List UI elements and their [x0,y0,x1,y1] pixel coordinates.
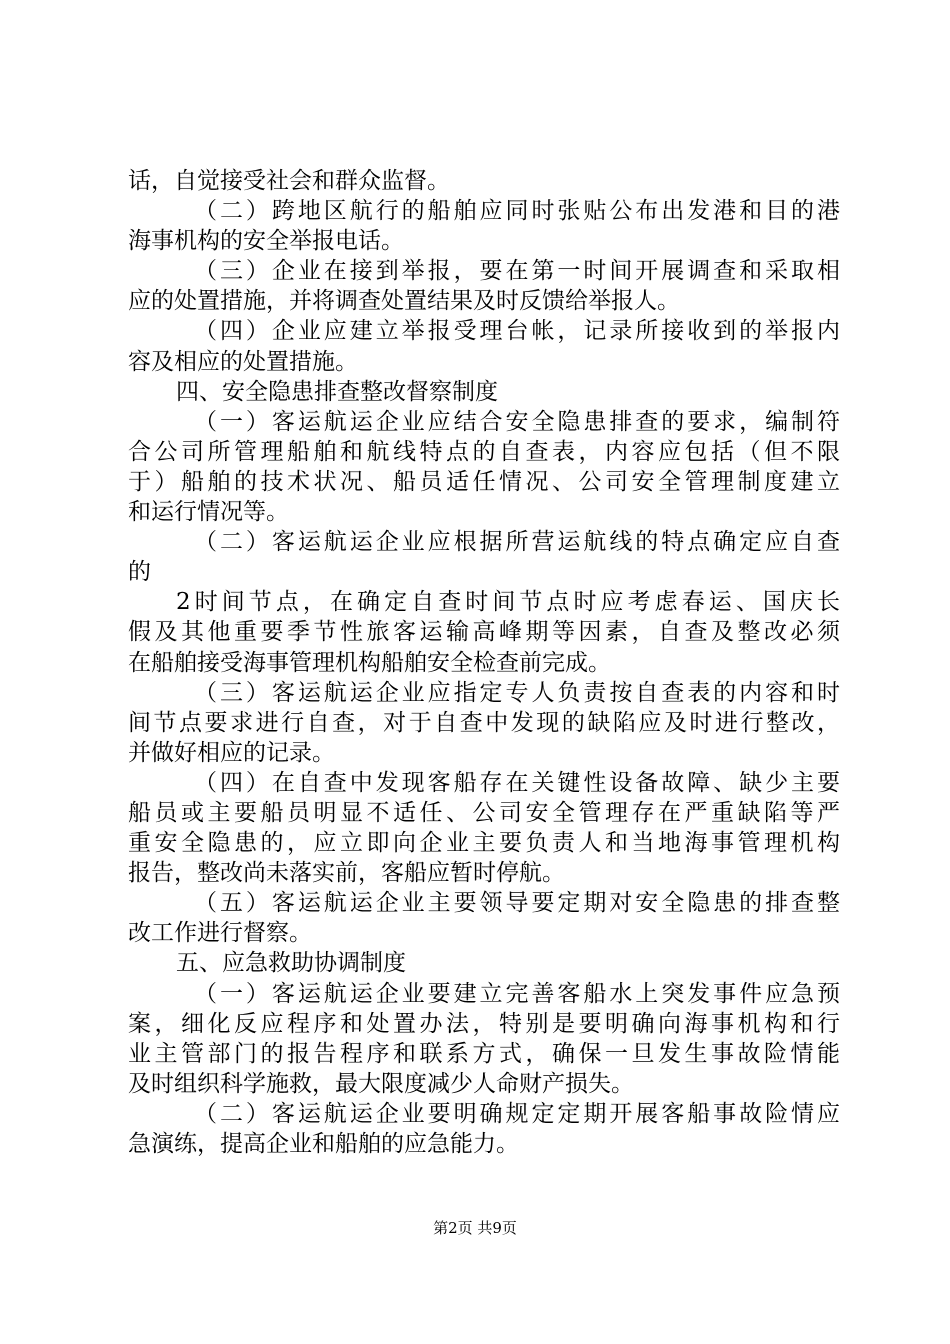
text-line: 船员或主要船员明显不适任、公司安全管理存在严重缺陷等严 [128,799,840,826]
text-line: （一）客运航运企业要建立完善客船水上突发事件应急预 [194,980,840,1007]
text-line: （二）客运航运企业应根据所营运航线的特点确定应自查 [194,529,840,556]
text-line: 五、应急救助协调制度 [176,950,406,977]
text-line: （二）客运航运企业要明确规定定期开展客船事故险情应 [194,1100,840,1127]
text-line: 于）船舶的技术状况、船员适任情况、公司安全管理制度建立 [128,468,840,495]
text-line: 在船舶接受海事管理机构船舶安全检查前完成。 [128,649,611,676]
document-body [128,166,840,1159]
text-line: 和运行情况等。 [128,499,289,526]
text-line: 容及相应的处置措施。 [128,348,358,375]
text-line: 案，细化反应程序和处置办法，特别是要明确向海事机构和行 [128,1010,840,1037]
text-line: 海事机构的安全举报电话。 [128,228,404,255]
text-line: 应的处置措施，并将调查处置结果及时反馈给举报人。 [128,288,680,315]
text-line: 报告，整改尚未落实前，客船应暂时停航。 [128,860,565,887]
text-line: （三）客运航运企业应指定专人负责按自查表的内容和时 [194,679,840,706]
text-line: 改工作进行督察。 [128,920,312,947]
text-line: 话，自觉接受社会和群众监督。 [128,168,450,194]
text-line: （二）跨地区航行的船舶应同时张贴公布出发港和目的港 [194,198,840,225]
text-line: 假及其他重要季节性旅客运输高峰期等因素，自查及整改必须 [128,619,840,646]
text-line: （四）企业应建立举报受理台帐，记录所接收到的举报内 [194,318,840,345]
text-line: 四、安全隐患排查整改督察制度 [176,378,498,405]
text-line: 的 [128,559,151,586]
text-line: 2时间节点，在确定自查时间节点时应考虑春运、国庆长 [176,589,840,616]
text-line: 重安全隐患的，应立即向企业主要负责人和当地海事管理机构 [128,830,840,857]
text-line: 业主管部门的报告程序和联系方式，确保一旦发生事故险情能 [128,1040,840,1067]
page-number-footer: 第2页 共9页 [433,1219,517,1237]
text-line: 急演练，提高企业和船舶的应急能力。 [128,1131,519,1157]
text-line: 合公司所管理船舶和航线特点的自查表，内容应包括（但不限 [128,438,840,465]
text-line: 及时组织科学施救，最大限度减少人命财产损失。 [128,1070,634,1097]
text-line: （四）在自查中发现客船存在关键性设备故障、缺少主要 [194,769,840,796]
text-line: （一）客运航运企业应结合安全隐患排查的要求，编制符 [194,408,840,435]
text-line: 并做好相应的记录。 [128,739,335,766]
text-line: （三）企业在接到举报，要在第一时间开展调查和采取相 [194,258,840,285]
text-line: 间节点要求进行自查，对于自查中发现的缺陷应及时进行整改， [128,709,840,736]
text-line: （五）客运航运企业主要领导要定期对安全隐患的排查整 [194,890,840,917]
